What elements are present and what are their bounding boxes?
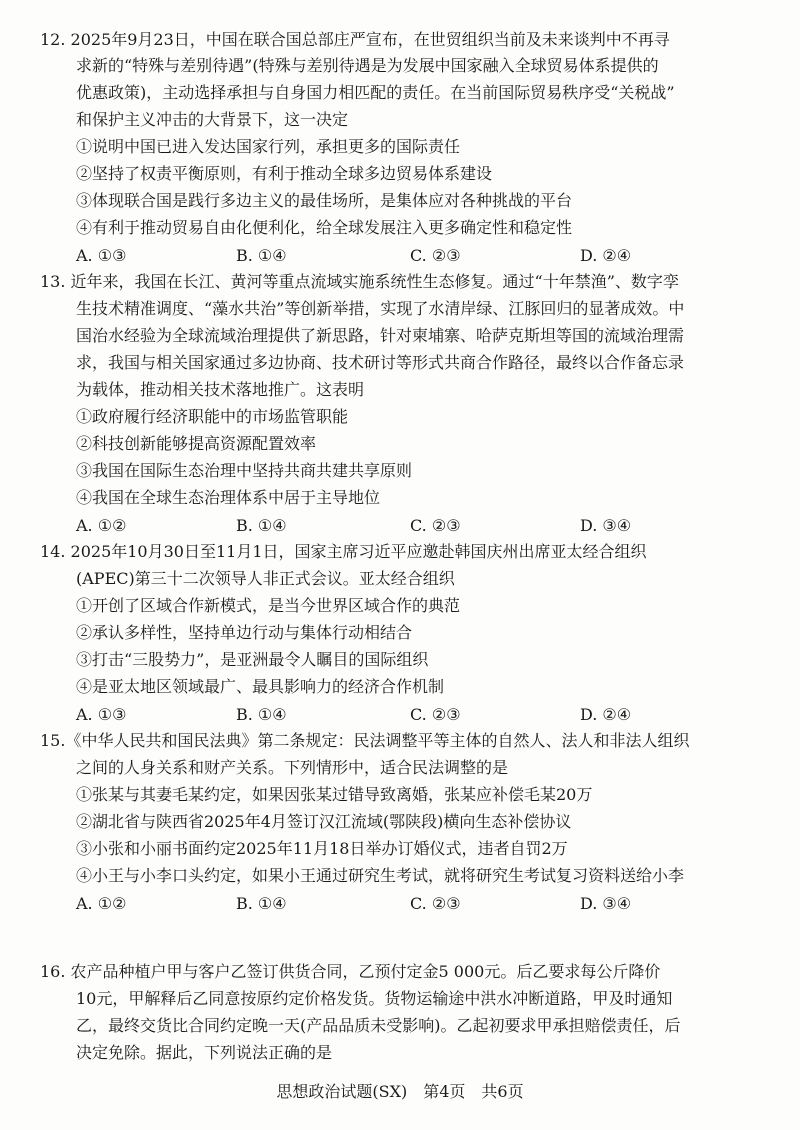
statement-4: ④我国在全球生态治理体系中居于主导地位 xyxy=(76,488,381,507)
question-stem-line: 决定免除。据此，下列说法正确的是 xyxy=(76,1043,333,1062)
statement-3: ③我国在国际生态治理中坚持共商共建共享原则 xyxy=(76,461,413,480)
option-a: A. ①② xyxy=(76,894,127,913)
option-b: B. ①④ xyxy=(236,705,287,724)
question-stem-line: 为载体，推动相关技术落地推广。这表明 xyxy=(76,380,365,399)
statement-3: ③打击“三股势力”，是亚洲最令人瞩目的国际组织 xyxy=(76,650,429,669)
question-stem-line: 13. 近年来，我国在长江、黄河等重点流域实施系统性生态修复。通过“十年禁渔”、数字孪 xyxy=(40,272,679,291)
option-b: B. ①④ xyxy=(236,246,287,265)
question-stem-line: 求，我国与相关国家通过多边协商、技术研讨等形式共商合作路径，最终以合作备忘录 xyxy=(76,353,685,372)
statement-3: ③小张和小丽书面约定2025年11月18日举办订婚仪式，违者自罚2万 xyxy=(76,839,568,858)
statement-1: ①开创了区域合作新模式，是当今世界区域合作的典范 xyxy=(76,596,461,615)
statement-2: ②湖北省与陕西省2025年4月签订汉江流域(鄂陕段)横向生态补偿协议 xyxy=(76,812,572,831)
option-c: C. ②③ xyxy=(410,705,461,724)
statement-4: ④小王与小李口头约定，如果小王通过研究生考试，就将研究生考试复习资料送给小李 xyxy=(76,866,685,885)
statement-4: ④有利于推动贸易自由化便利化，给全球发展注入更多确定性和稳定性 xyxy=(76,218,573,237)
question-stem-line: 生技术精准调度、“藻水共治”等创新举措，实现了水清岸绿、江豚回归的显著成效。中 xyxy=(76,299,685,318)
question-stem-line: 14. 2025年10月30日至11月1日，国家主席习近平应邀赴韩国庆州出席亚太经合组织 xyxy=(40,542,647,561)
question-stem-line: 12. 2025年9月23日，中国在联合国总部庄严宣布，在世贸组织当前及未来谈判中不再寻 xyxy=(40,30,670,49)
statement-1: ①政府履行经济职能中的市场监管职能 xyxy=(76,407,349,426)
question-stem-line: 15.《中华人民共和国民法典》第二条规定：民法调整平等主体的自然人、法人和非法人组织 xyxy=(40,731,690,750)
question-stem-line: 10元，甲解释后乙同意按原约定价格发货。货物运输途中洪水冲断道路，甲及时通知 xyxy=(76,989,673,1008)
statement-2: ②承认多样性，坚持单边行动与集体行动相结合 xyxy=(76,623,413,642)
option-c: C. ②③ xyxy=(410,894,461,913)
statement-2: ②坚持了权责平衡原则，有利于推动全球多边贸易体系建设 xyxy=(76,164,493,183)
option-c: C. ②③ xyxy=(410,246,461,265)
statement-4: ④是亚太地区领域最广、最具影响力的经济合作机制 xyxy=(76,677,445,696)
page-footer: 思想政治试题(SX) 第4页 共6页 xyxy=(276,1082,524,1101)
question-stem-line: 优惠政策)，主动选择承担与自身国力相匹配的责任。在当前国际贸易秩序受“关税战” xyxy=(76,83,675,102)
question-stem-line: 和保护主义冲击的大背景下，这一决定 xyxy=(76,110,349,129)
question-stem-line: (APEC)第三十二次领导人非正式会议。亚太经合组织 xyxy=(76,569,455,588)
option-a: A. ①③ xyxy=(76,705,127,724)
question-stem-line: 之间的人身关系和财产关系。下列情形中，适合民法调整的是 xyxy=(76,758,509,777)
option-d: D. ③④ xyxy=(580,894,632,913)
option-b: B. ①④ xyxy=(236,516,287,535)
statement-2: ②科技创新能够提高资源配置效率 xyxy=(76,434,317,453)
question-stem-line: 16. 农产品种植户甲与客户乙签订供货合同，乙预付定金5 000元。后乙要求每公斤降价 xyxy=(40,962,661,981)
question-stem-line: 国治水经验为全球流域治理提供了新思路，针对柬埔寨、哈萨克斯坦等国的流域治理需 xyxy=(76,326,685,345)
statement-3: ③体现联合国是践行多边主义的最佳场所，是集体应对各种挑战的平台 xyxy=(76,191,573,210)
question-stem-line: 乙，最终交货比合同约定晚一天(产品品质未受影响)。乙起初要求甲承担赔偿责任，后 xyxy=(76,1016,681,1035)
option-a: A. ①② xyxy=(76,516,127,535)
statement-1: ①说明中国已进入发达国家行列，承担更多的国际责任 xyxy=(76,137,461,156)
option-c: C. ②③ xyxy=(410,516,461,535)
option-b: B. ①④ xyxy=(236,894,287,913)
option-d: D. ②④ xyxy=(580,705,632,724)
option-a: A. ①③ xyxy=(76,246,127,265)
question-stem-line: 求新的“特殊与差别待遇”(特殊与差别待遇是为发展中国家融入全球贸易体系提供的 xyxy=(76,56,659,75)
option-d: D. ②④ xyxy=(580,246,632,265)
statement-1: ①张某与其妻毛某约定，如果因张某过错导致离婚，张某应补偿毛某20万 xyxy=(76,785,593,804)
option-d: D. ③④ xyxy=(580,516,632,535)
